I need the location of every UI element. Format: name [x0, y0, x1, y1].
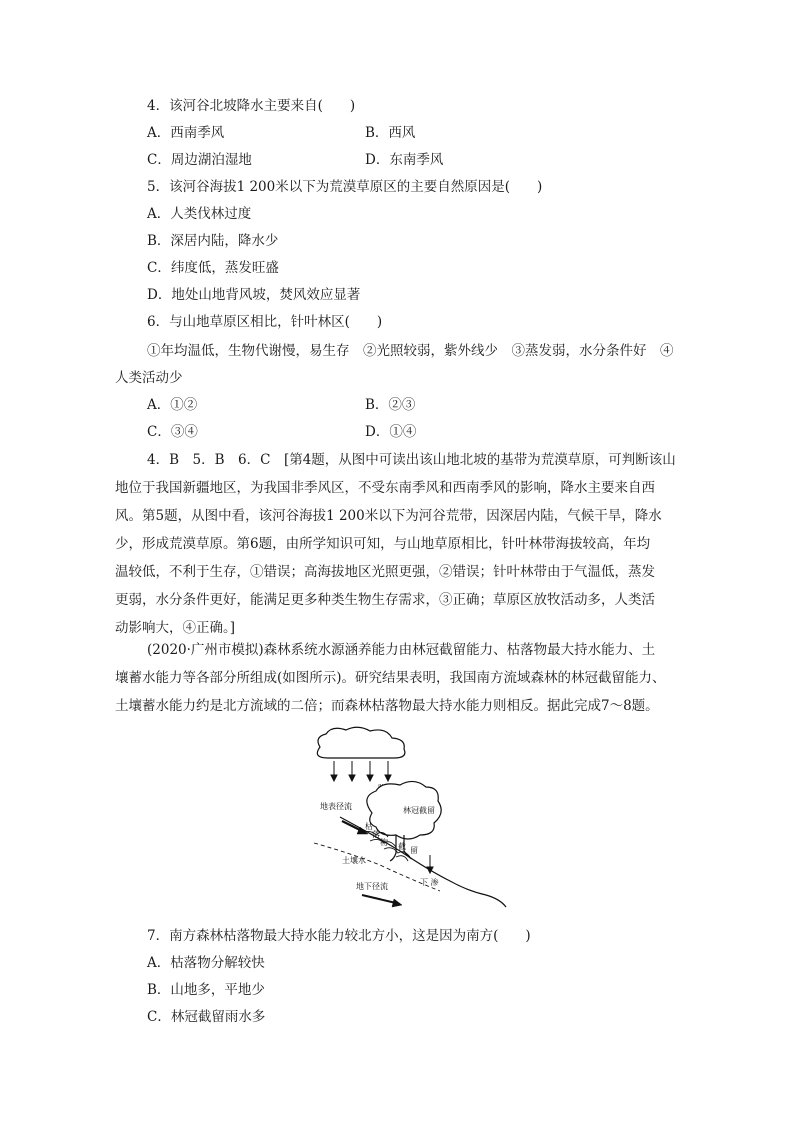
- q6-option-d: D．①④: [365, 424, 417, 440]
- litter-label-3: 物: [380, 838, 388, 847]
- water-conservation-diagram: [300, 725, 510, 915]
- soil-water-label: 土壤水: [342, 856, 366, 865]
- q5-option-b: B．深居内陆，降水少: [147, 233, 279, 249]
- litter-label-2: 落: [372, 830, 380, 839]
- q7-option-a: A．枯落物分解较快: [147, 955, 265, 971]
- q5-option-a: A．人类伐林过度: [147, 206, 252, 222]
- answer-line: 更弱，水分条件更好，能满足更多种类生物生存需求，③正确；草原区放牧活动多，人类活: [115, 592, 655, 608]
- q7-option-b: B．山地多，平地少: [147, 982, 265, 998]
- intro-line: (2020·广州市模拟)森林系统水源涵养能力由林冠截留能力、枯落物最大持水能力、土: [147, 642, 656, 658]
- intro-line: 壤蓄水能力等各部分所组成(如图所示)。研究结果表明，我国南方流域森林的林冠截留能力、: [115, 670, 666, 686]
- q5-option-d: D．地处山地背风坡，焚风效应显著: [147, 287, 361, 303]
- q6-option-c: C．③④: [147, 424, 198, 440]
- intro-line: 土壤蓄水能力约是北方流域的二倍；而森林枯落物最大持水能力则相反。据此完成7～8题。: [115, 698, 659, 714]
- q6-statements-line2: 人类活动少: [115, 370, 183, 386]
- intercept-label-2: 留: [410, 846, 418, 855]
- groundwater-arrow: [362, 895, 402, 907]
- q4-option-b: B．西风: [365, 125, 416, 141]
- q6-stem: 6．与山地草原区相比，针叶林区( ): [147, 314, 383, 330]
- q6-option-a: A．①②: [147, 397, 198, 413]
- litter-label-1: 枯: [365, 822, 373, 831]
- q4-option-d: D．东南季风: [365, 152, 444, 168]
- q6-statements-line1: ①年均温低，生物代谢慢，易生存 ②光照较弱，紫外线少 ③蒸发弱，水分条件好 ④: [147, 343, 674, 359]
- q5-stem: 5．该河谷海拔1 200米以下为荒漠草原区的主要自然原因是( ): [147, 179, 543, 195]
- q4-stem: 4．该河谷北坡降水主要来自( ): [147, 98, 356, 114]
- q7-stem: 7．南方森林枯落物最大持水能力较北方小，这是因为南方( ): [147, 928, 531, 944]
- answer-line: 温较低，不利于生存，①错误；高海拔地区光照更强，②错误；针叶林带由于气温低，蒸发: [115, 564, 655, 580]
- intercept-label-1: 截: [398, 842, 406, 851]
- answer-line: 地位于我国新疆地区，为我国非季风区，不受东南季风和西南季风的影响，降水主要来自西: [115, 480, 655, 496]
- answer-line: 动影响大，④正确。]: [115, 620, 236, 636]
- q4-option-c: C．周边湖泊湿地: [147, 152, 252, 168]
- rain-arrows: [331, 761, 391, 781]
- answer-line: 少，形成荒漠草原。第6题，由所学知识可知，与山地草原相比，针叶林带海拔较高，年均: [115, 536, 651, 552]
- cloud-icon: [317, 727, 405, 758]
- groundwater-label: 地下径流: [356, 882, 388, 891]
- q4-option-a: A．西南季风: [147, 125, 225, 141]
- answer-line: 风。第5题，从图中看，该河谷海拔1 200米以下为河谷荒带，因深居内陆，气候干旱，降水: [115, 508, 662, 524]
- answer-line: 4．B 5．B 6．C [第4题，从图中可读出该山地北坡的基带为荒漠草原，可判断该山: [147, 452, 676, 468]
- surface-runoff-label: 地表径流: [320, 802, 352, 811]
- q6-option-b: B．②③: [365, 397, 416, 413]
- infiltration-arrow: [427, 855, 433, 873]
- canopy-label: 林冠截留: [403, 806, 435, 815]
- infiltration-label: 下 渗: [420, 878, 439, 887]
- q7-option-c: C．林冠截留雨水多: [147, 1009, 266, 1025]
- q5-option-c: C．纬度低，蒸发旺盛: [147, 260, 279, 276]
